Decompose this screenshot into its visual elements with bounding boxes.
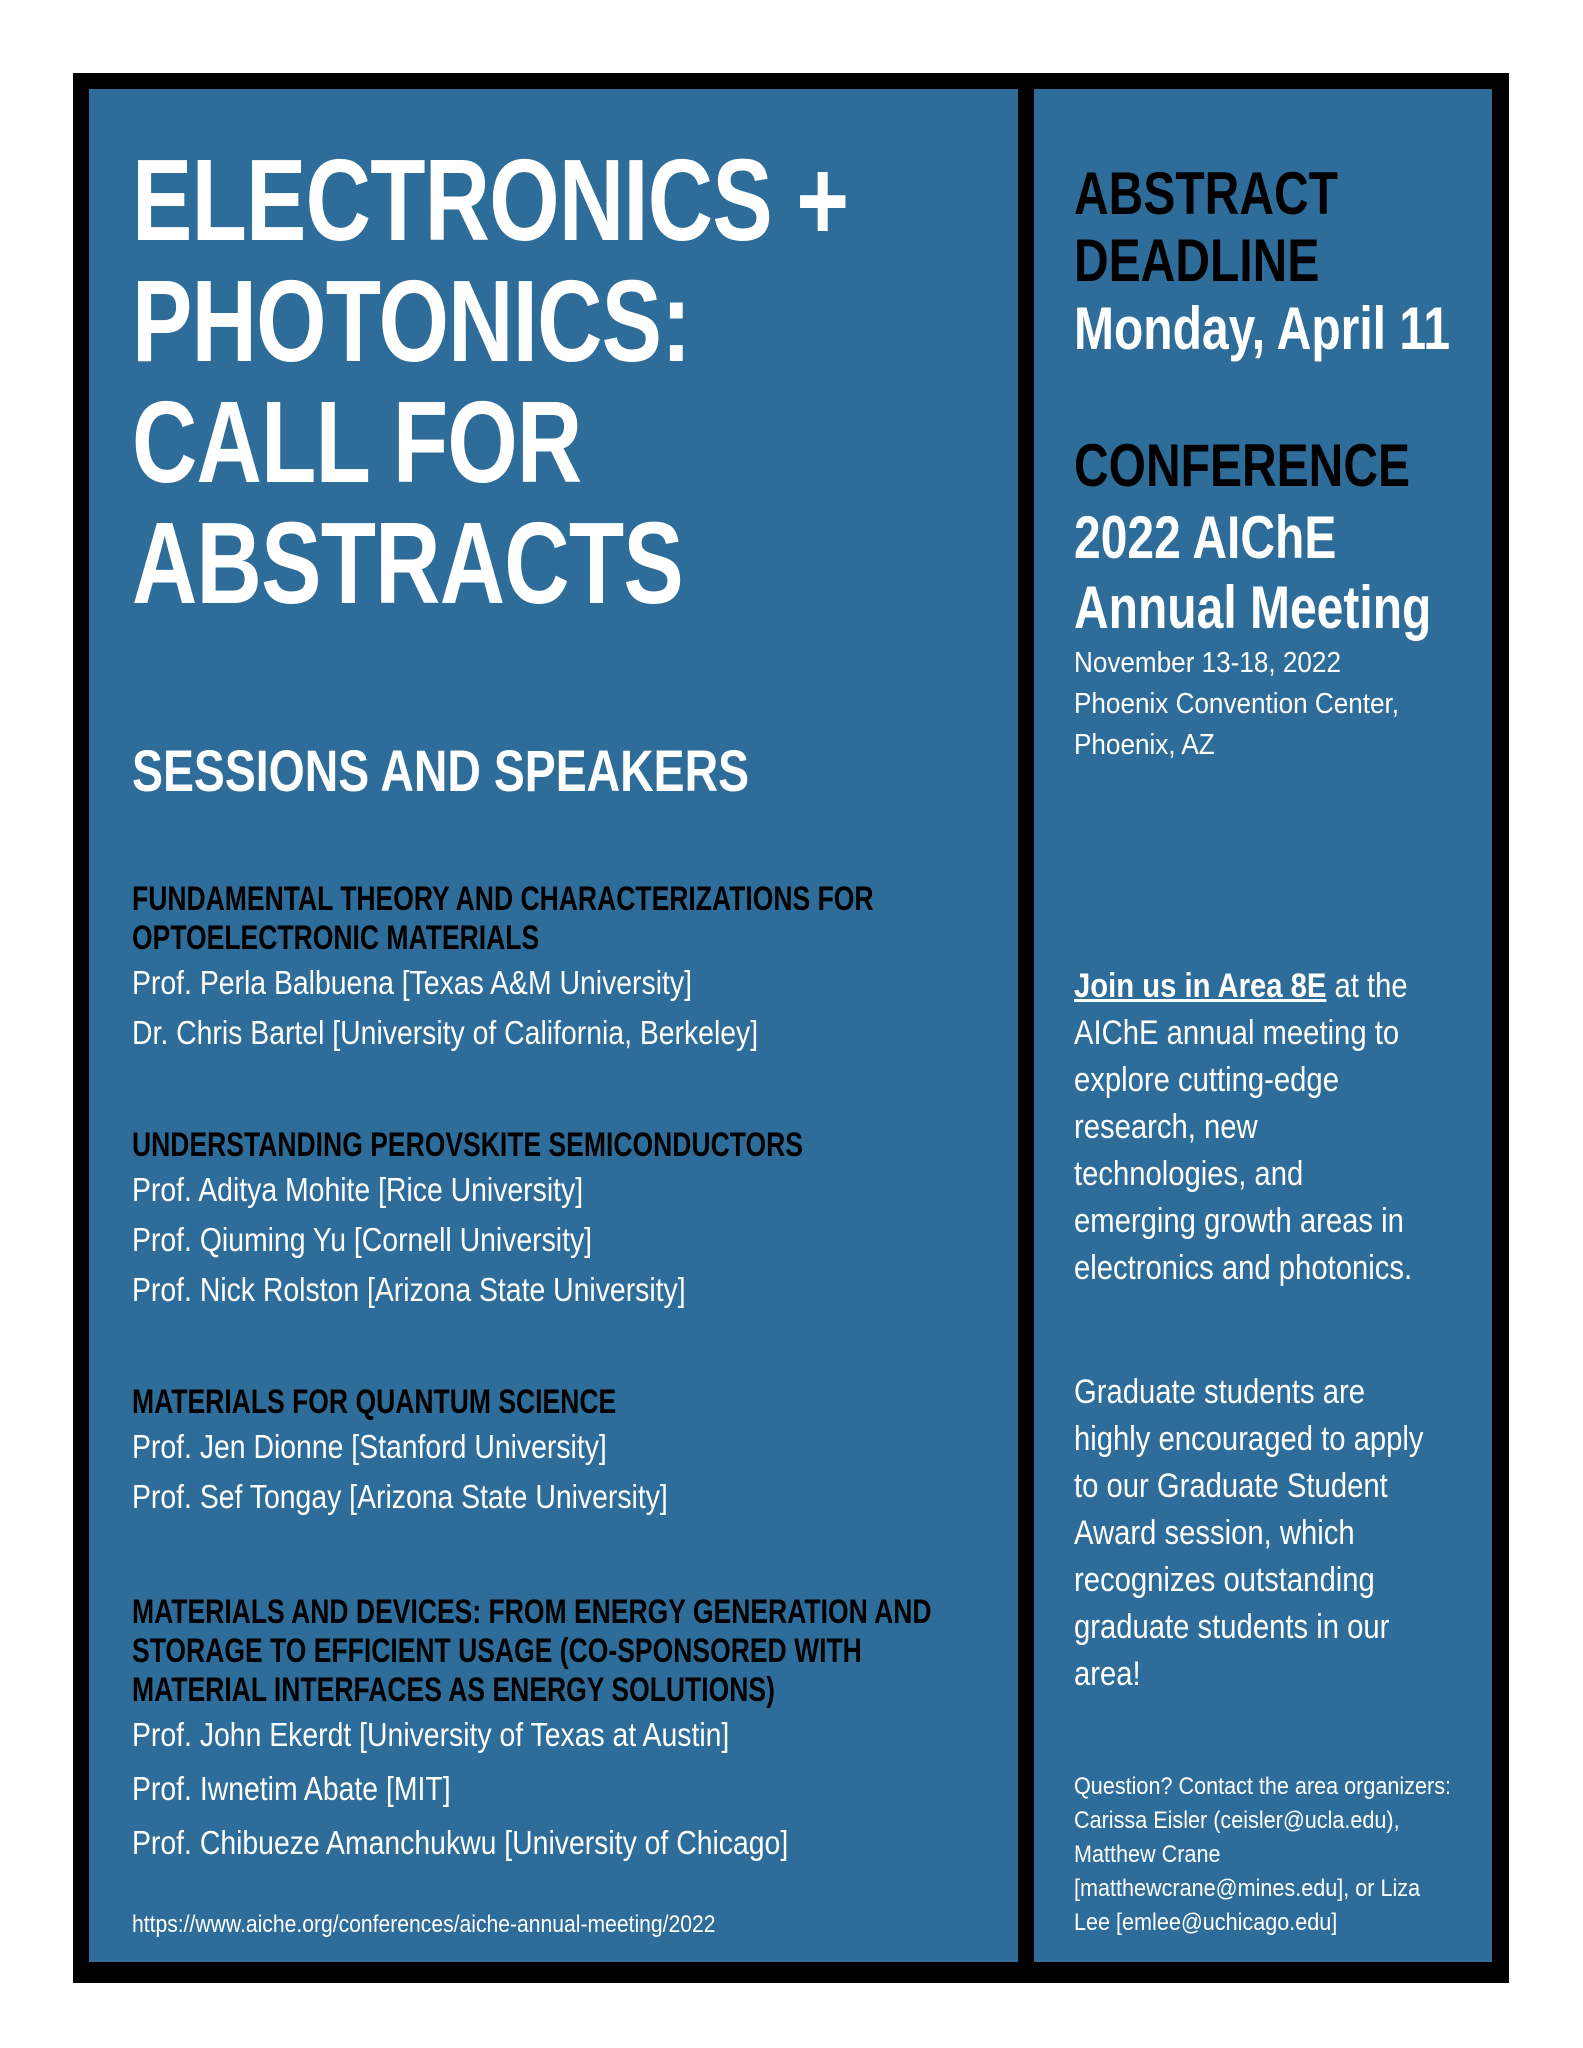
session-title-line: MATERIALS AND DEVICES: FROM ENERGY GENERATION AND xyxy=(132,1593,932,1631)
conference-url[interactable]: https://www.aiche.org/conferences/aiche-annual-meeting/2022 xyxy=(132,1911,716,1938)
join-line: emerging growth areas in xyxy=(1074,1202,1404,1240)
main-title-line: CALL FOR xyxy=(132,377,582,507)
grad-line: graduate students in our xyxy=(1074,1608,1390,1646)
join-line: research, new xyxy=(1074,1108,1258,1146)
grad-line: Award session, which xyxy=(1074,1514,1355,1552)
contact-line[interactable]: [matthewcrane@mines.edu], or Liza xyxy=(1074,1875,1421,1902)
session-title-line: STORAGE TO EFFICIENT USAGE (CO-SPONSORED WITH xyxy=(132,1632,862,1670)
conference-detail: Phoenix Convention Center, xyxy=(1074,688,1400,720)
main-title-line: ABSTRACTS xyxy=(132,498,683,628)
grad-line: area! xyxy=(1074,1655,1141,1693)
join-paragraph xyxy=(1074,963,1467,1292)
deadline-block xyxy=(1074,160,1544,364)
speaker: Prof. Iwnetim Abate [MIT] xyxy=(132,1770,451,1807)
contact-block xyxy=(1074,1770,1493,1940)
speaker: Prof. Aditya Mohite [Rice University] xyxy=(132,1171,584,1208)
sessions-heading: SESSIONS AND SPEAKERS xyxy=(132,739,750,804)
main-title xyxy=(132,135,849,628)
main-title-line: ELECTRONICS + xyxy=(132,135,849,265)
contact-line: Question? Contact the area organizers: xyxy=(1074,1773,1452,1800)
conference-name-line: 2022 AIChE xyxy=(1074,504,1337,571)
grad-paragraph xyxy=(1074,1369,1480,1698)
join-first-line xyxy=(1074,963,1412,1010)
conference-name-line: Annual Meeting xyxy=(1074,574,1432,641)
conference-block xyxy=(1074,432,1521,766)
session-block xyxy=(132,1593,1157,1868)
grad-line: to our Graduate Student xyxy=(1074,1467,1388,1505)
speaker: Prof. Jen Dionne [Stanford University] xyxy=(132,1428,607,1465)
contact-line[interactable]: Carissa Eisler (ceisler@ucla.edu), xyxy=(1074,1807,1400,1834)
speaker: Prof. Qiuming Yu [Cornell University] xyxy=(132,1221,593,1258)
join-line: technologies, and xyxy=(1074,1155,1304,1193)
join-first-line-rest: at the xyxy=(1326,967,1408,1005)
session-title-line: MATERIALS FOR QUANTUM SCIENCE xyxy=(132,1383,617,1421)
deadline-date: Monday, April 11 xyxy=(1074,295,1451,362)
join-line: explore cutting-edge xyxy=(1074,1061,1339,1099)
speaker: Dr. Chris Bartel [University of California, Berkeley] xyxy=(132,1014,759,1051)
speaker: Prof. John Ekerdt [University of Texas at Austin] xyxy=(132,1716,730,1753)
main-title-line: PHOTONICS: xyxy=(132,256,691,386)
deadline-label-line: ABSTRACT xyxy=(1074,160,1338,227)
deadline-label-line: DEADLINE xyxy=(1074,227,1320,294)
grad-line: highly encouraged to apply xyxy=(1074,1420,1424,1458)
speaker: Prof. Sef Tongay [Arizona State University] xyxy=(132,1478,668,1515)
conference-detail: November 13-18, 2022 xyxy=(1074,647,1341,679)
session-title-line: OPTOELECTRONIC MATERIALS xyxy=(132,919,540,957)
session-block xyxy=(132,1126,992,1315)
contact-line: Matthew Crane xyxy=(1074,1841,1221,1868)
speaker: Prof. Perla Balbuena [Texas A&M University] xyxy=(132,964,692,1001)
session-block xyxy=(132,880,1083,1058)
session-title-line: FUNDAMENTAL THEORY AND CHARACTERIZATIONS FOR xyxy=(132,880,874,918)
speaker: Prof. Chibueze Amanchukwu [University of Chicago] xyxy=(132,1824,789,1861)
join-line: AIChE annual meeting to xyxy=(1074,1014,1400,1052)
conference-label: CONFERENCE xyxy=(1074,432,1411,499)
conference-detail: Phoenix, AZ xyxy=(1074,729,1215,761)
grad-line: recognizes outstanding xyxy=(1074,1561,1375,1599)
contact-line[interactable]: Lee [emlee@uchicago.edu] xyxy=(1074,1909,1338,1936)
session-title-line: UNDERSTANDING PEROVSKITE SEMICONDUCTORS xyxy=(132,1126,803,1164)
speaker: Prof. Nick Rolston [Arizona State University] xyxy=(132,1271,686,1308)
grad-line: Graduate students are xyxy=(1074,1373,1365,1411)
join-line: electronics and photonics. xyxy=(1074,1249,1413,1287)
session-title-line: MATERIAL INTERFACES AS ENERGY SOLUTIONS) xyxy=(132,1671,775,1709)
session-block xyxy=(132,1383,755,1522)
join-area-link[interactable]: Join us in Area 8E xyxy=(1074,967,1327,1005)
